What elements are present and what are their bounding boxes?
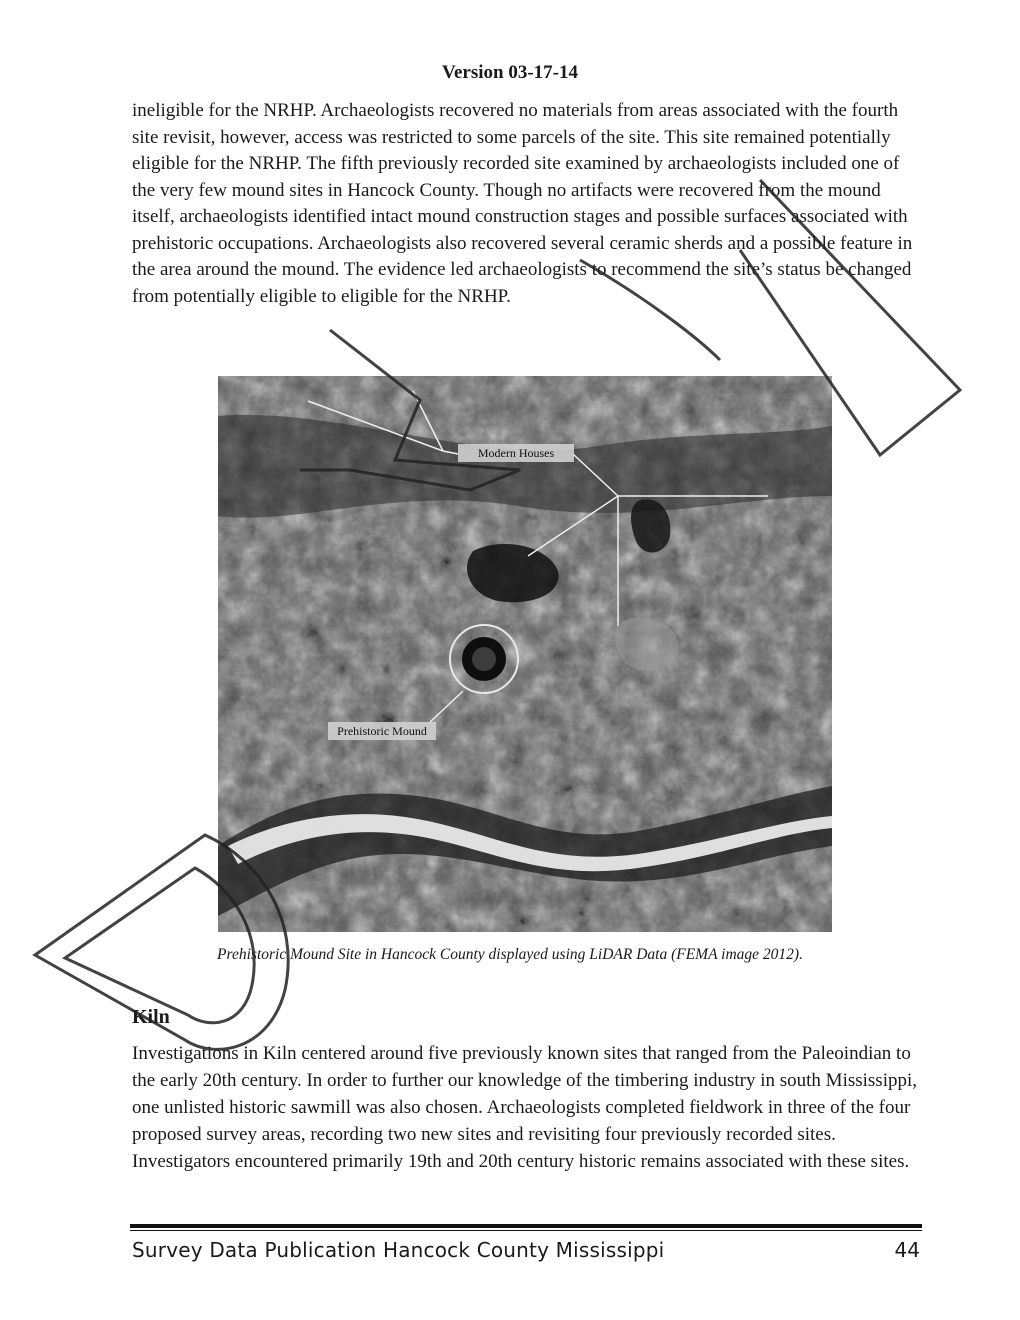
label-prehistoric-mound: Prehistoric Mound	[337, 724, 427, 738]
footer-rule	[130, 1224, 922, 1228]
footer-rule-thin	[130, 1230, 922, 1231]
page-number: 44	[894, 1238, 920, 1262]
figure-caption: Prehistoric Mound Site in Hancock County displayed using LiDAR Data (FEMA image 2012).	[217, 946, 803, 963]
lidar-figure	[218, 376, 832, 932]
label-modern-houses: Modern Houses	[477, 446, 555, 460]
footer-title: Survey Data Publication Hancock County Mississippi	[132, 1238, 665, 1262]
paragraph-kiln: Investigations in Kiln centered around five previously known sites that ranged from the Paleoindian to the early 20th century. In order to further our knowledge of the timbering industry in south Mississippi, one unlisted historic sawmill was also chosen. Archaeologists completed fieldwork in three of the four proposed survey areas, recording two new sites and revisiting four previously recorded sites. Investigators encountered primarily 19th and 20th century historic remains associated with these sites.	[132, 1043, 918, 1172]
section-heading-kiln: Kiln	[132, 1006, 170, 1028]
paragraph-nrhp-sites: ineligible for the NRHP. Archaeologists recovered no materials from areas associated with the fourth site revisit, however, access was restricted to some parcels of the site. This site remained potentially eligible for the NRHP. The fifth previously recorded site examined by archaeologists included one of the very few mound sites in Hancock County. Though no artifacts were recovered from the mound itself, archaeologists identified intact mound construction stages and possible surfaces associated with prehistoric occupations. Archaeologists also recovered several ceramic sherds and a possible feature in the area around the mound. The evidence led archaeologists to recommend the site’s status be changed from potentially eligible to eligible for the NRHP.	[132, 100, 913, 307]
version-header: Version 03-17-14	[442, 62, 578, 83]
lidar-image	[218, 376, 832, 932]
